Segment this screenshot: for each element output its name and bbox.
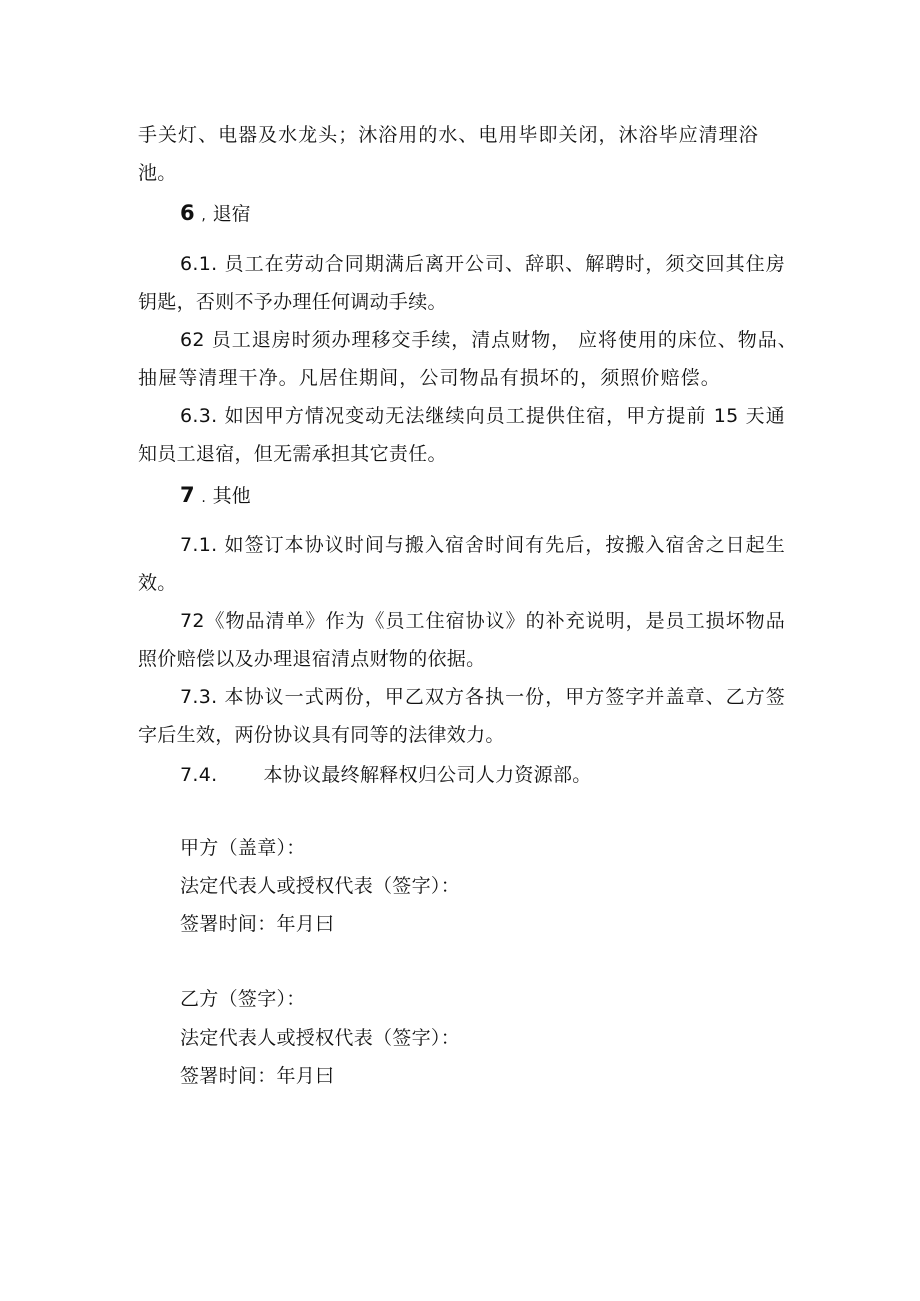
section-title: 其他 — [212, 485, 251, 507]
paragraph-line: 池。 — [138, 162, 177, 184]
paragraph-line: 7.1. 如签订本协议时间与搬入宿舍时间有先后，按搬入宿舍之日起生 — [180, 534, 785, 556]
paragraph-line: 照价赔偿以及办理退宿清点财物的依据。 — [138, 648, 486, 670]
paragraph-line: 钥匙，否则不予办理任何调动手续。 — [138, 291, 447, 313]
section-separator: . — [201, 490, 206, 506]
clause-text: 本协议最终解释权归公司人力资源部。 — [263, 764, 592, 786]
paragraph-line — [180, 762, 592, 788]
paragraph-line: 手关灯、电器及水龙头；沐浴用的水、电用毕即关闭，沐浴毕应清理浴 — [138, 124, 758, 146]
party-a-date-label: 签署时间：年月曰 — [180, 913, 335, 935]
paragraph-line: 抽屉等清理干净。凡居住期间，公司物品有损坏的，须照价赔偿。 — [138, 367, 720, 389]
paragraph-line: 7.3. 本协议一式两份，甲乙双方各执一份，甲方签字并盖章、乙方签 — [180, 686, 785, 708]
paragraph-line: 62 员工退房时须办理移交手续，清点财物， 应将使用的床位、物品、 — [180, 329, 797, 351]
section-number: 6 — [180, 201, 195, 225]
paragraph-line: 6.3. 如因甲方情况变动无法继续向员工提供住宿，甲方提前 15 天通 — [180, 405, 785, 427]
section-separator: , — [201, 208, 206, 224]
paragraph-line: 字后生效，两份协议具有同等的法律效力。 — [138, 724, 505, 746]
section-number: 7 — [180, 483, 195, 507]
clause-number: 7.4. — [180, 764, 218, 786]
section-title: 退宿 — [212, 203, 251, 225]
paragraph-line: 6.1. 员工在劳动合同期满后离开公司、辞职、解聘时，须交回其住房 — [180, 253, 785, 275]
section-heading-7 — [180, 482, 251, 511]
party-b-sign-label: 乙方（签字）： — [180, 988, 306, 1010]
paragraph-line: 效。 — [138, 572, 177, 594]
section-heading-6 — [180, 200, 251, 229]
paragraph-line: 知员工退宿，但无需承担其它责任。 — [138, 443, 447, 465]
party-a-representative-label: 法定代表人或授权代表（签字）： — [180, 875, 461, 897]
party-a-seal-label: 甲方（盖章）： — [180, 837, 306, 859]
party-b-representative-label: 法定代表人或授权代表（签字）： — [180, 1027, 461, 1049]
party-b-date-label: 签署时间：年月曰 — [180, 1065, 335, 1087]
paragraph-line: 72《物品清单》作为《员工住宿协议》的补充说明，是员工损坏物品 — [180, 610, 785, 632]
